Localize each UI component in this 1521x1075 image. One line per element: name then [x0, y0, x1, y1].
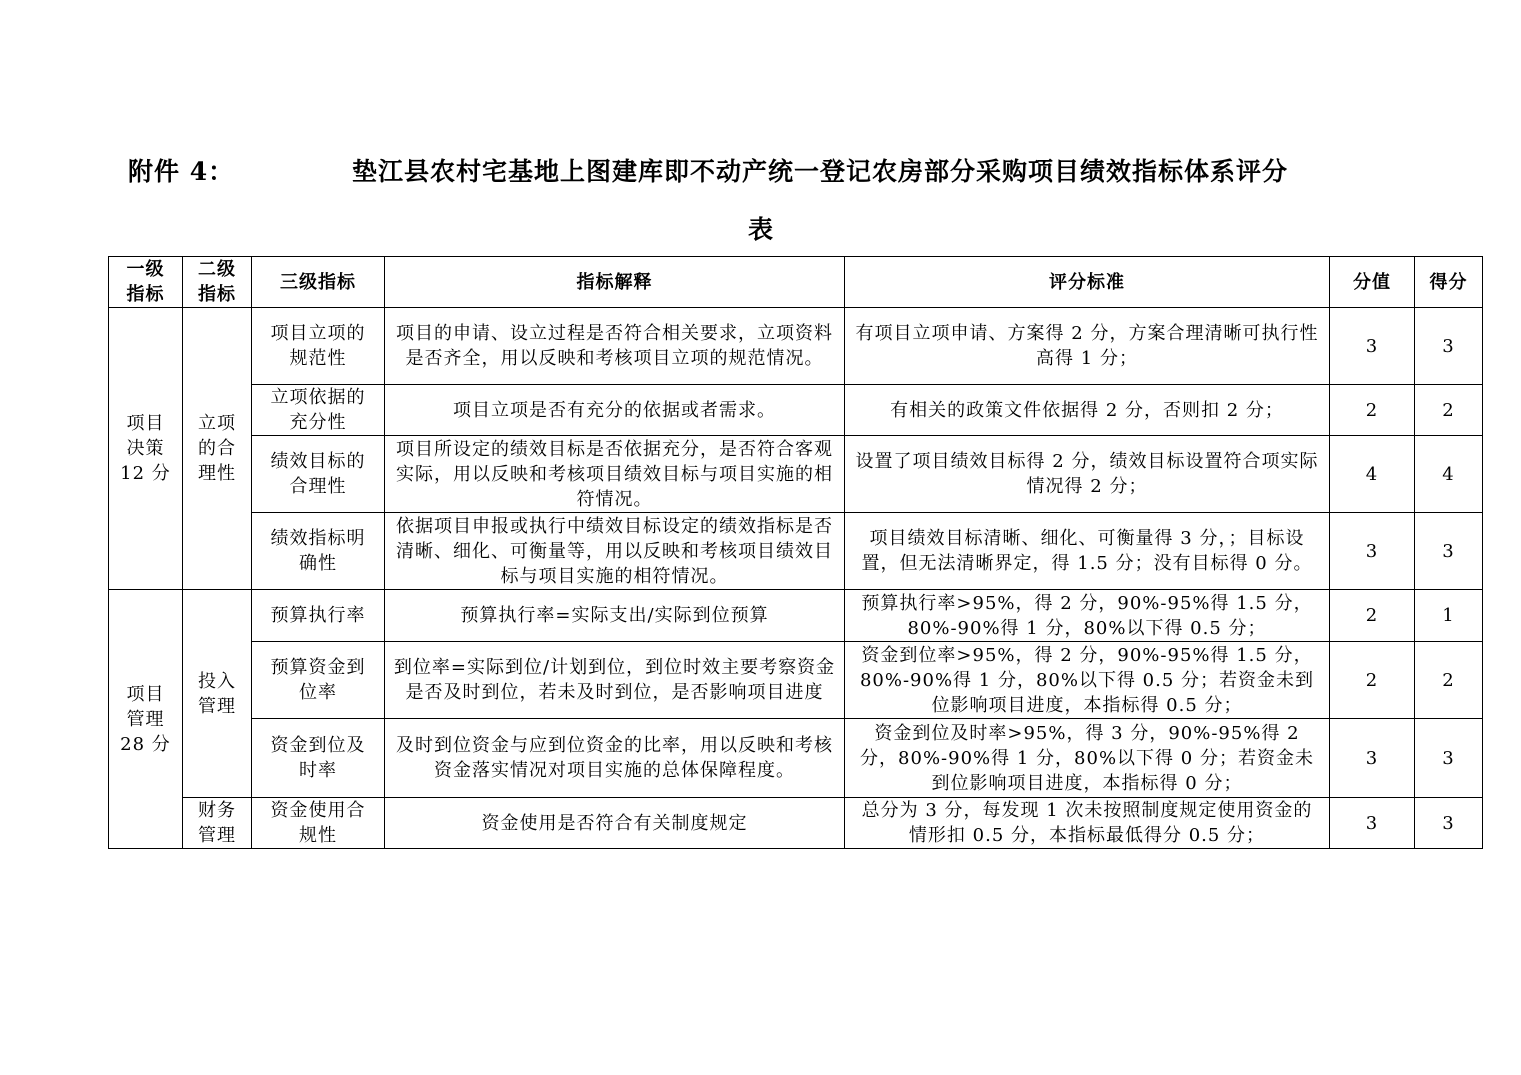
level3-cell: 预算资金到 位率: [252, 642, 385, 719]
header-criteria: 评分标准: [845, 257, 1330, 308]
level3-cell: 项目立项的 规范性: [252, 308, 385, 385]
score-cell: 2: [1330, 590, 1415, 642]
group-project-decision: 项目 决策 12 分: [109, 308, 183, 590]
level3-cell: 资金到位及 时率: [252, 719, 385, 798]
criteria-cell: 设置了项目绩效目标得 2 分，绩效目标设置符合项实际情况得 2 分；: [845, 436, 1330, 513]
table-row: [109, 798, 1483, 849]
scoring-table: [108, 256, 1483, 849]
table-row: [109, 590, 1483, 642]
table-row: [109, 436, 1483, 513]
got-cell: 3: [1415, 308, 1483, 385]
subgroup-rationality: 立项 的合 理性: [183, 308, 252, 590]
explanation-cell: 及时到位资金与应到位资金的比率，用以反映和考核资金落实情况对项目实施的总体保障程度。: [385, 719, 845, 798]
score-cell: 2: [1330, 385, 1415, 436]
table-row: [109, 308, 1483, 385]
score-cell: 3: [1330, 308, 1415, 385]
header-explanation: 指标解释: [385, 257, 845, 308]
criteria-cell: 项目绩效目标清晰、细化、可衡量得 3 分，；目标设置，但无法清晰界定，得 1.5 分；没有目标得 0 分。: [845, 513, 1330, 590]
got-cell: 3: [1415, 513, 1483, 590]
level3-cell: 立项依据的 充分性: [252, 385, 385, 436]
level3-cell: 资金使用合 规性: [252, 798, 385, 849]
score-cell: 3: [1330, 798, 1415, 849]
group-project-management: 项目 管理 28 分: [109, 590, 183, 849]
level3-cell: 预算执行率: [252, 590, 385, 642]
criteria-cell: 预算执行率>95%，得 2 分，90%-95%得 1.5 分，80%-90%得 1 分，80%以下得 0.5 分；: [845, 590, 1330, 642]
document-title-continued: 表: [747, 215, 773, 244]
level3-cell: 绩效目标的 合理性: [252, 436, 385, 513]
level3-cell: 绩效指标明 确性: [252, 513, 385, 590]
got-cell: 3: [1415, 719, 1483, 798]
table-row: [109, 513, 1483, 590]
table-header-row: [109, 257, 1483, 308]
got-cell: 2: [1415, 385, 1483, 436]
got-cell: 1: [1415, 590, 1483, 642]
table-row: [109, 642, 1483, 719]
explanation-cell: 项目所设定的绩效目标是否依据充分，是否符合客观实际，用以反映和考核项目绩效目标与项目实施的相符情况。: [385, 436, 845, 513]
explanation-cell: 项目的申请、设立过程是否符合相关要求，立项资料是否齐全，用以反映和考核项目立项的规范情况。: [385, 308, 845, 385]
criteria-cell: 总分为 3 分，每发现 1 次未按照制度规定使用资金的情形扣 0.5 分，本指标最低得分 0.5 分；: [845, 798, 1330, 849]
criteria-cell: 有项目立项申请、方案得 2 分，方案合理清晰可执行性高得 1 分；: [845, 308, 1330, 385]
attachment-label: 附件 4：: [128, 157, 235, 186]
header-level3: 三级指标: [252, 257, 385, 308]
explanation-cell: 资金使用是否符合有关制度规定: [385, 798, 845, 849]
table-row: [109, 719, 1483, 798]
subgroup-input-management: 投入 管理: [183, 590, 252, 798]
got-cell: 2: [1415, 642, 1483, 719]
explanation-cell: 到位率=实际到位/计划到位，到位时效主要考察资金是否及时到位，若未及时到位，是否影响项目进度: [385, 642, 845, 719]
document-title: 垫江县农村宅基地上图建库即不动产统一登记农房部分采购项目绩效指标体系评分: [352, 157, 1289, 186]
header-got: 得分: [1415, 257, 1483, 308]
score-cell: 3: [1330, 513, 1415, 590]
score-cell: 3: [1330, 719, 1415, 798]
criteria-cell: 有相关的政策文件依据得 2 分，否则扣 2 分；: [845, 385, 1330, 436]
subgroup-finance-management: 财务 管理: [183, 798, 252, 849]
got-cell: 4: [1415, 436, 1483, 513]
table-row: [109, 385, 1483, 436]
header-level1: 一级 指标: [109, 257, 183, 308]
explanation-cell: 依据项目申报或执行中绩效目标设定的绩效指标是否清晰、细化、可衡量等，用以反映和考核项目绩效目标与项目实施的相符情况。: [385, 513, 845, 590]
score-cell: 4: [1330, 436, 1415, 513]
explanation-cell: 预算执行率=实际支出/实际到位预算: [385, 590, 845, 642]
score-cell: 2: [1330, 642, 1415, 719]
criteria-cell: 资金到位率>95%，得 2 分，90%-95%得 1.5 分，80%-90%得 1 分，80%以下得 0.5 分；若资金未到位影响项目进度，本指标得 0.5 分；: [845, 642, 1330, 719]
criteria-cell: 资金到位及时率>95%，得 3 分，90%-95%得 2 分，80%-90%得 1 分，80%以下得 0 分；若资金未到位影响项目进度，本指标得 0 分；: [845, 719, 1330, 798]
got-cell: 3: [1415, 798, 1483, 849]
header-score: 分值: [1330, 257, 1415, 308]
explanation-cell: 项目立项是否有充分的依据或者需求。: [385, 385, 845, 436]
header-level2: 二级 指标: [183, 257, 252, 308]
